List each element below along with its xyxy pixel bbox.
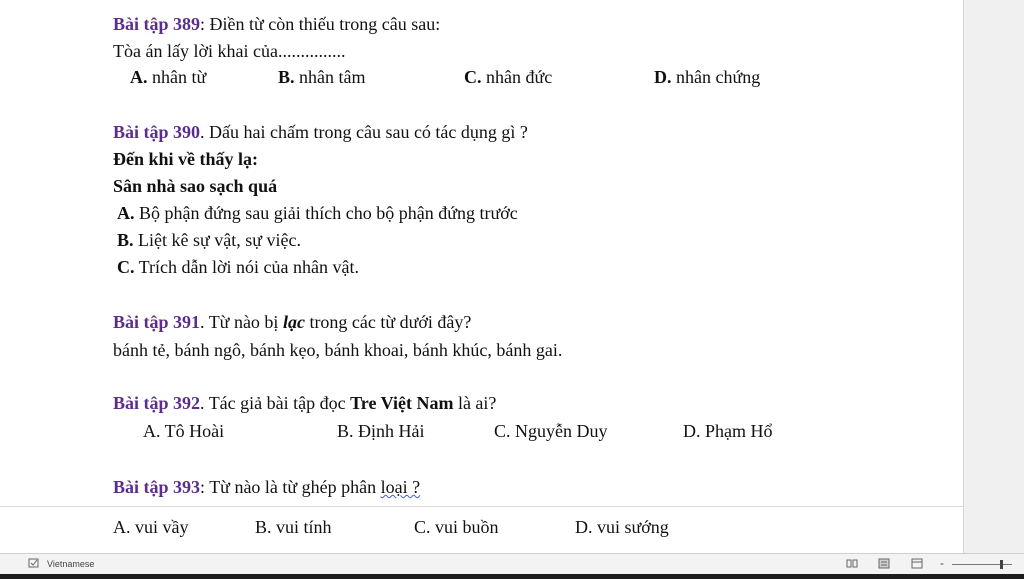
option-d: D. Phạm Hổ — [683, 421, 773, 441]
option-b: B. Định Hải — [337, 421, 425, 441]
option-b: B. Liệt kê sự vật, sự việc. — [117, 230, 301, 250]
exercise-389-heading — [113, 13, 440, 35]
exercise-390-heading — [113, 121, 528, 143]
option-c: C. Trích dẫn lời nói của nhân vật. — [117, 257, 359, 277]
taskbar-strip — [0, 574, 1024, 579]
exercise-prompt: : Điền từ còn thiếu trong câu sau: — [200, 14, 441, 34]
option-a: A. vui vầy — [113, 517, 189, 537]
print-layout-icon[interactable] — [878, 558, 890, 569]
option-a: A. nhân từ — [130, 67, 207, 87]
spellcheck-icon[interactable] — [28, 558, 40, 569]
exercise-391-word-list: bánh tẻ, bánh ngô, bánh kẹo, bánh khoai, bánh khúc, bánh gai. — [113, 340, 563, 360]
read-mode-icon[interactable] — [846, 558, 858, 569]
option-c: C. Nguyễn Duy — [494, 421, 608, 441]
option-b: B. vui tính — [255, 517, 332, 537]
quote-line-2: Sân nhà sao sạch quá — [113, 176, 278, 196]
exercise-392-heading: Bài tập 392. Tác giả bài tập đọc Tre Việt Nam là ai? — [113, 393, 497, 413]
language-indicator[interactable]: Vietnamese — [47, 559, 95, 569]
exercise-391-heading: Bài tập 391. Từ nào bị lạc trong các từ dưới đây? — [113, 312, 472, 332]
option-c: C. vui buồn — [414, 517, 499, 537]
emphasized-word: lạc — [282, 312, 305, 332]
spellcheck-flagged-word[interactable]: loại ? — [380, 477, 421, 497]
exercise-label: Bài tập 390 — [113, 122, 201, 142]
exercise-label: Bài tập 389 — [113, 14, 201, 34]
web-layout-icon[interactable] — [911, 558, 923, 569]
zoom-slider-track[interactable] — [952, 564, 1012, 565]
exercise-prompt: . Dấu hai chấm trong câu sau có tác dụng gì ? — [200, 122, 528, 142]
zoom-slider-thumb[interactable] — [1000, 560, 1003, 569]
quote-line-1: Đến khi về thấy lạ: — [113, 149, 259, 169]
exercise-label: Bài tập 391 — [113, 312, 201, 332]
exercise-label: Bài tập 392 — [113, 393, 201, 413]
option-b: B. nhân tâm — [278, 67, 366, 87]
exercise-389-sentence: Tòa án lấy lời khai của............... — [113, 41, 346, 61]
option-a: A. Tô Hoài — [143, 421, 225, 441]
status-bar — [0, 553, 1024, 574]
exercise-393-heading: Bài tập 393: Từ nào là từ ghép phân loại ? — [113, 477, 421, 497]
option-d: D. vui sướng — [575, 517, 669, 537]
option-a: A. Bộ phận đứng sau giải thích cho bộ phận đứng trước — [117, 203, 518, 223]
exercise-label: Bài tập 393 — [113, 477, 201, 497]
option-d: D. nhân chứng — [654, 67, 761, 87]
zoom-out-icon[interactable]: - — [940, 556, 944, 570]
document-gutter — [963, 0, 1024, 553]
option-c: C. nhân đức — [464, 67, 553, 87]
reading-title: Tre Việt Nam — [350, 393, 454, 413]
